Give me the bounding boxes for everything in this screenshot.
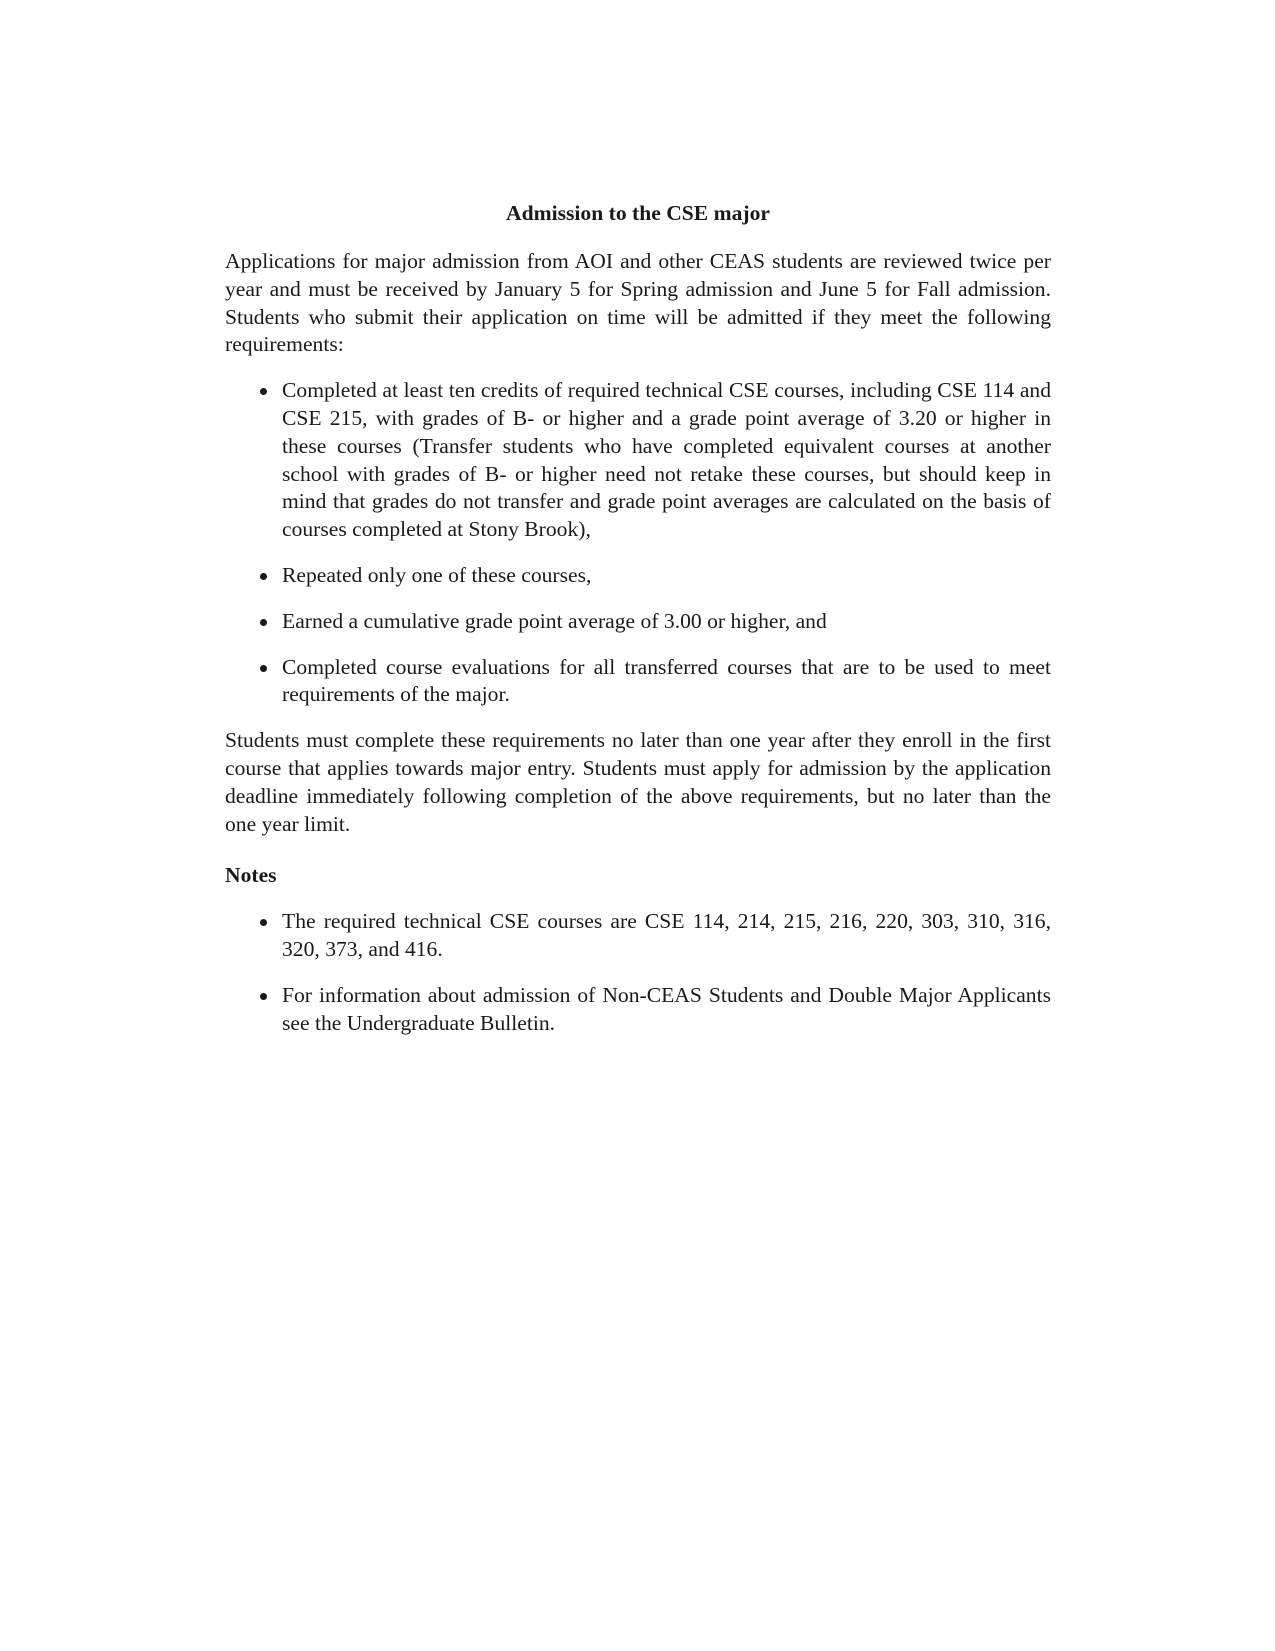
note-text: The required technical CSE courses are CSE 114, 214, 215, 216, 220, 303, 310, 316, 320, 373, and 416. [282,909,1051,961]
notes-list [225,908,1051,1037]
note-item [282,982,1051,1038]
note-item [282,908,1051,964]
intro-paragraph: Applications for major admission from AOI and other CEAS students are reviewed twice per year and must be received by January 5 for Spring admission and June 5 for Fall admission. Students who submit their application on time will be admitted if they meet the following requirements: [225,249,1051,357]
requirement-item [282,654,1051,710]
bullet-icon [260,619,267,626]
bullet-icon [260,665,267,672]
requirement-text: Completed course evaluations for all transferred courses that are to be used to meet requirements of the major. [282,654,1051,707]
document-title: Admission to the CSE major [506,201,770,225]
bullet-icon [260,573,267,580]
requirement-text: Repeated only one of these courses, [282,562,592,587]
requirement-item [282,562,1051,590]
note-text: For information about admission of Non-CEAS Students and Double Major Applicants see the Undergraduate Bulletin. [282,982,1051,1035]
document-page [225,200,1051,1037]
requirement-item [282,608,1051,636]
notes-heading: Notes [225,863,277,888]
requirements-list [225,377,1051,709]
bullet-icon [260,388,267,395]
requirement-item [282,377,1051,544]
requirement-text: Completed at least ten credits of required technical CSE courses, including CSE 114 and CSE 215, with grades of B- or higher and a grade point average of 3.20 or higher in these courses (Transfer students who have completed equivalent courses at another school with grades of B- or higher need not retake these courses, but should keep in mind that grades do not transfer and grade point averages are calculated on the basis of courses completed at Stony Brook), [282,378,1051,542]
bullet-icon [260,919,267,926]
bullet-icon [260,993,267,1000]
requirement-text: Earned a cumulative grade point average of 3.00 or higher, and [282,608,827,633]
deadline-paragraph: Students must complete these requirements no later than one year after they enroll in the first course that applies towards major entry. Students must apply for admission by the application deadline immediately following completion of the above requirements, but no later than the one year limit. [225,728,1051,836]
